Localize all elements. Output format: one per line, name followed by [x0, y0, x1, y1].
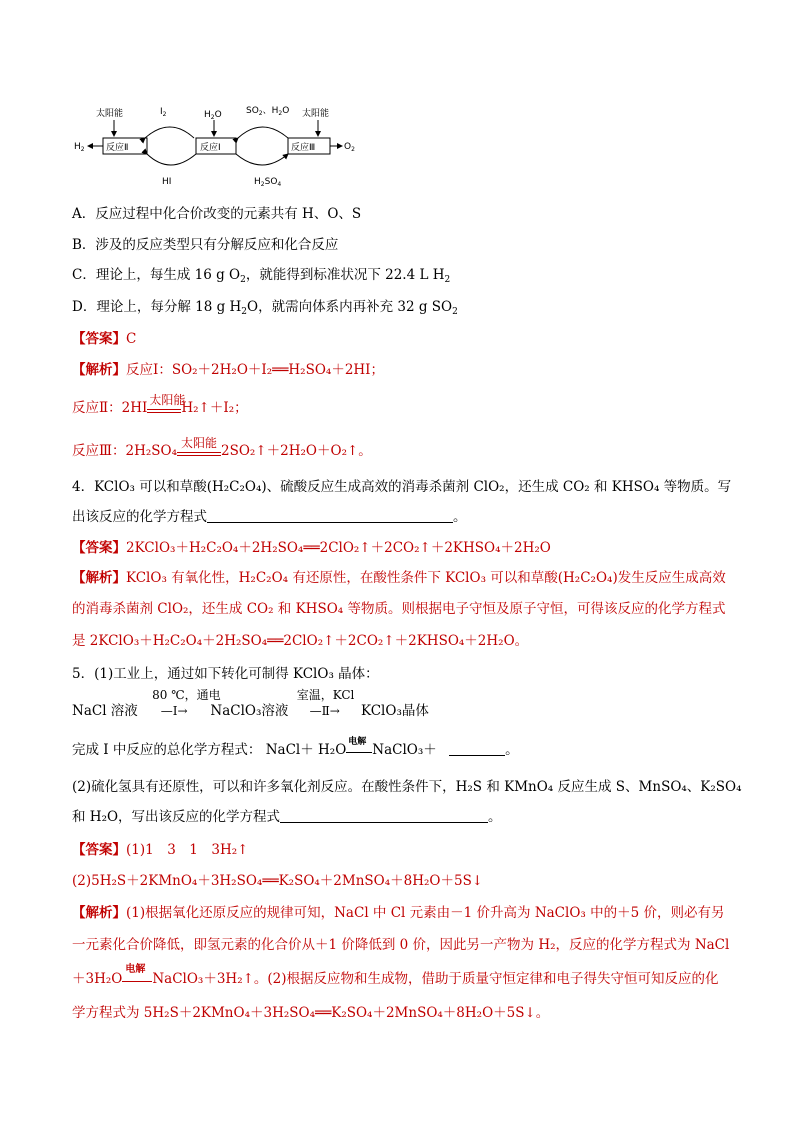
q5-answer-1: 【答案】(1)1 3 1 3H₂↑ [72, 842, 249, 858]
q4-analysis-1: 【解析】KClO₃ 有氧化性，H₂C₂O₄ 有还原性，在酸性条件下 KClO₃ 可以和草酸(H₂C₂O₄)发生反应生成高效 [72, 570, 726, 586]
h2so4-label: $H_2SO_4$ [254, 177, 282, 188]
hi-label: HI [162, 177, 172, 187]
box-reaction-3-label: 反应Ⅲ [291, 143, 316, 153]
q5-fill-equation: 完成 I 中反应的总化学方程式： NaCl＋ H₂O 电解 NaClO₃＋ 。 [72, 737, 519, 758]
q5-analysis-2: 一元素化合价降低，即氢元素的化合价从＋1 价降低到 0 价，因此另一产物为 H₂，反应的化学方程式为 NaCl [72, 937, 730, 953]
q5-analysis-4: 学方程式为 5H₂S＋2KMnO₄＋3H₂SO₄══K₂SO₄＋2MnSO₄＋8H₂O＋5S↓。 [72, 1005, 550, 1021]
q4-stem-2: 出该反应的化学方程式 。 [72, 509, 467, 525]
q3-analysis-r1: 【解析】反应Ⅰ：SO₂＋2H₂O＋I₂══H₂SO₄＋2HI； [72, 362, 385, 378]
option-d: D．理论上，每分解 18 g $H_2O$，就需向体系内再补充 32 g $SO_2$ [72, 299, 458, 317]
q5-stem-1: 5．(1)工业上，通过如下转化可制得 KClO₃ 晶体： [72, 666, 379, 682]
h2-output-label: $H_2$ [74, 142, 85, 153]
sunlight-left-label: 太阳能 [96, 109, 124, 119]
option-b: B．涉及的反应类型只有分解反应和化合反应 [72, 237, 339, 253]
q5-equation-blank[interactable] [280, 810, 488, 823]
q4-analysis-3: 是 2KClO₃＋H₂C₂O₄＋2H₂SO₄══2ClO₂↑＋2CO₂↑＋2KHSO₄＋2H₂O。 [72, 633, 529, 649]
box-reaction-1-label: 反应Ⅰ [200, 143, 221, 153]
q3-answer: 【答案】C [72, 331, 137, 347]
option-c: C．理论上，每生成 16 g $O_2$，就能得到标准状况下 22.4 L $H_2$ [72, 267, 451, 285]
h2o-input-label: $H_2O$ [204, 110, 222, 121]
box-reaction-2-label: 反应Ⅱ [106, 143, 129, 153]
q5-product-blank[interactable] [449, 743, 505, 756]
q5-answer-2: (2)5H₂S＋2KMnO₄＋3H₂SO₄══K₂SO₄＋2MnSO₄＋8H₂O＋5S↓ [72, 873, 484, 889]
q5-analysis-3: ＋3H₂O 电解 NaClO₃＋3H₂↑。(2)根据反应物和生成物，借助于质量守恒定律和电子得失守恒可知反应的化 [72, 964, 719, 987]
q5-analysis-1: 【解析】(1)根据氧化还原反应的规律可知，NaCl 中 Cl 元素由－1 价升高为 NaClO₃ 中的＋5 价，则必有另 [72, 905, 725, 921]
option-a: A．反应过程中化合价改变的元素共有 H、O、S [72, 206, 362, 222]
q5-part2-1: (2)硫化氢具有还原性，可以和许多氧化剂反应。在酸性条件下，H₂S 和 KMnO₄ 反应生成 S、MnSO₄、K₂SO₄ [72, 779, 742, 795]
q3-analysis-r3: 反应Ⅲ：2H₂SO₄ 太阳能 2SO₂↑＋2H₂O＋O₂↑。 [72, 436, 372, 459]
sunlight-right-label: 太阳能 [302, 109, 330, 119]
q4-stem-1: 4．KClO₃ 可以和草酸(H₂C₂O₄)、硫酸反应生成高效的消毒杀菌剂 ClO₂，还生成 CO₂ 和 KHSO₄ 等物质。写 [72, 479, 732, 495]
q5-conversion-chain: NaCl 溶液 80 ℃，通电 —Ⅰ→ NaClO₃溶液 室温，KCl —Ⅱ→ KClO₃晶体 [72, 688, 429, 719]
q4-answer: 【答案】2KClO₃＋H₂C₂O₄＋2H₂SO₄══2ClO₂↑＋2CO₂↑＋2KHSO₄＋2H₂O [72, 540, 551, 556]
q4-answer-blank[interactable] [207, 510, 453, 523]
so2-h2o-label: $SO_2$、$H_2O$ [246, 106, 290, 117]
reaction-cycle-diagram [70, 98, 370, 194]
q5-part2-2: 和 H₂O，写出该反应的化学方程式 。 [72, 809, 502, 825]
i2-label: $I_2$ [160, 107, 167, 118]
q4-analysis-2: 的消毒杀菌剂 ClO₂，还生成 CO₂ 和 KHSO₄ 等物质。则根据电子守恒及原子守恒，可得该反应的化学方程式 [72, 601, 726, 617]
o2-output-label: $O_2$ [344, 142, 355, 153]
q3-analysis-r2: 反应Ⅱ：2HI 太阳能 H₂↑＋I₂； [72, 393, 248, 416]
